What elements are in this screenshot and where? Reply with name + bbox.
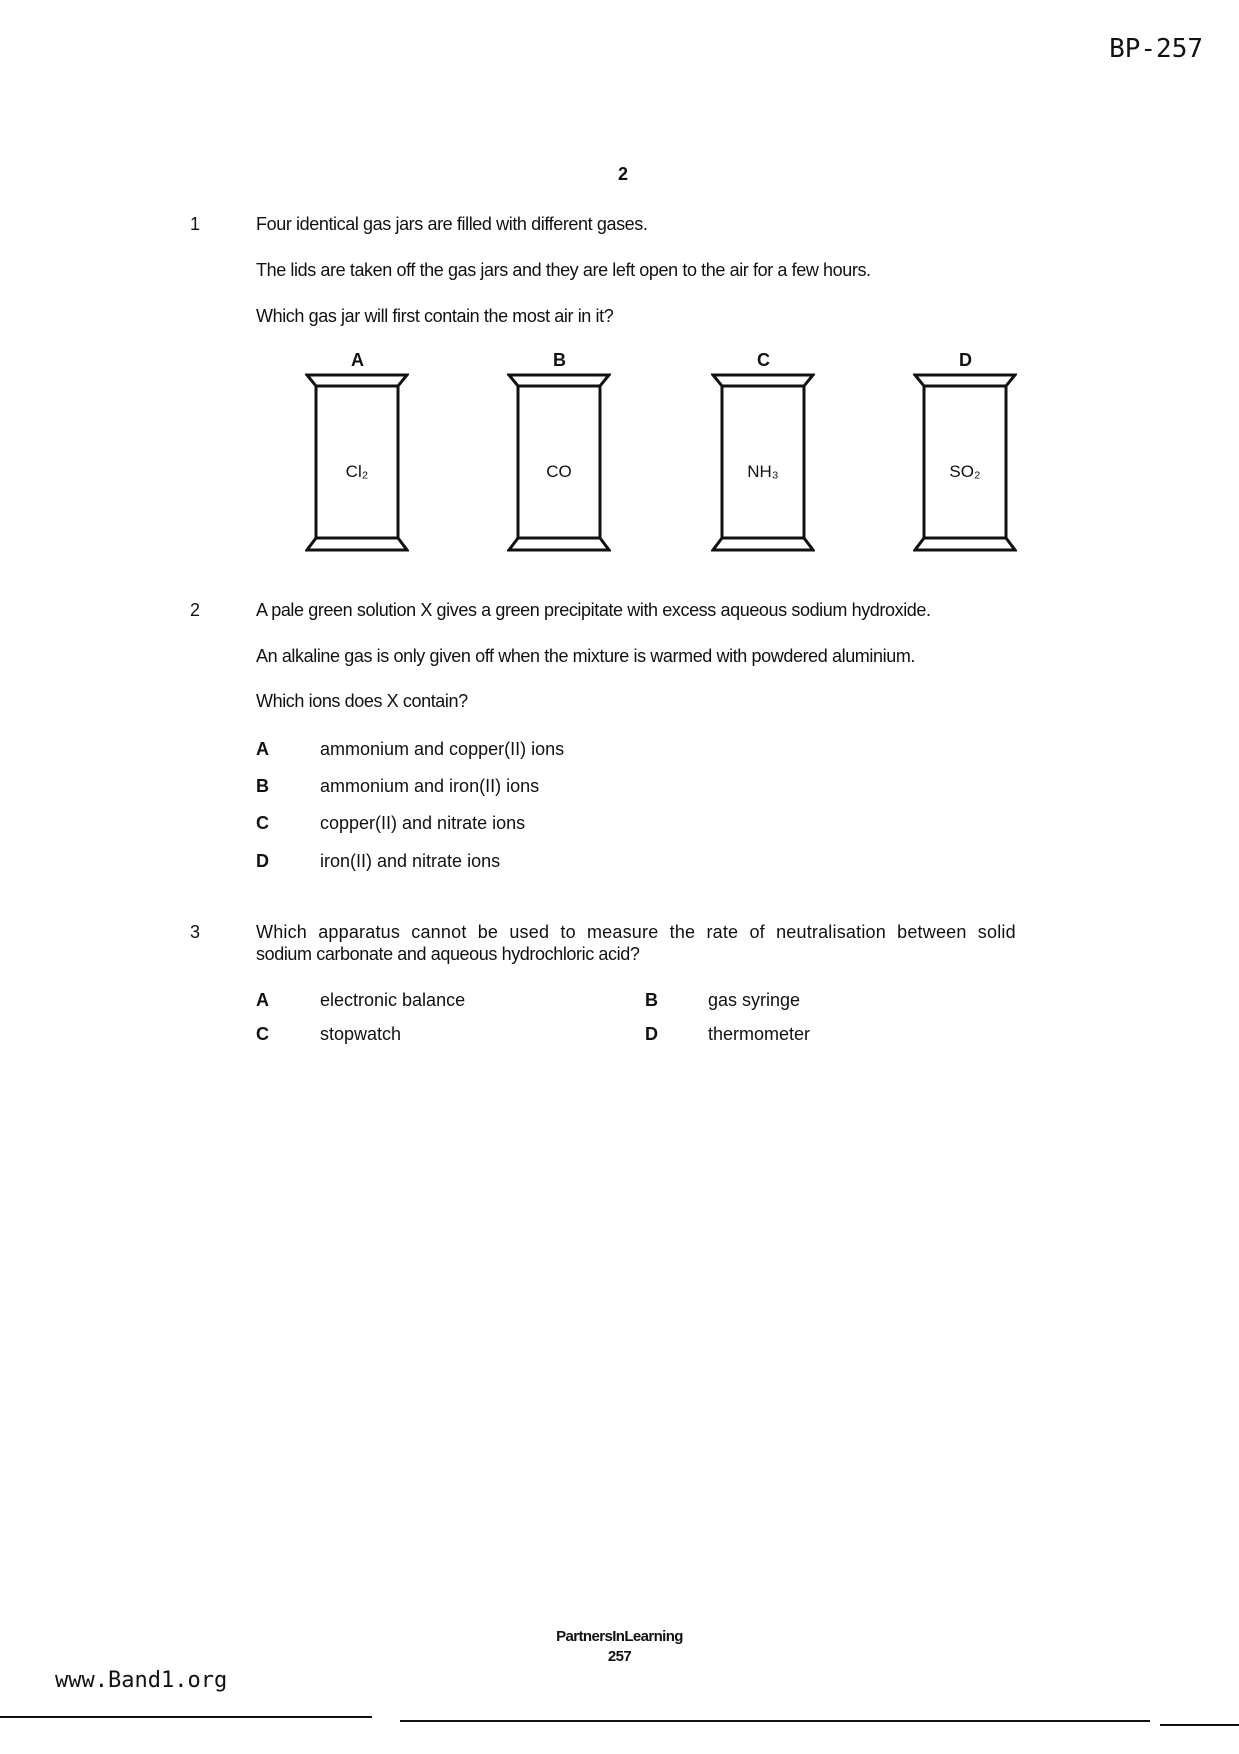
question-number: 2 [190, 600, 201, 620]
option-text: stopwatch [320, 1024, 402, 1044]
option-letter: C [256, 1024, 269, 1044]
gas-formula: SO₂ [949, 462, 981, 481]
option-text: electronic balance [320, 990, 466, 1010]
question-number: 1 [190, 214, 201, 234]
footer-publisher: PartnersInLearning [556, 1628, 683, 1645]
jar-label: A [351, 350, 364, 370]
option-letter: C [256, 813, 269, 833]
question-text: Four identical gas jars are filled with different gases. [256, 214, 648, 234]
option-text: ammonium and copper(II) ions [320, 739, 565, 759]
option-letter: D [256, 851, 269, 871]
scan-line [400, 1720, 1150, 1722]
option-letter: A [256, 990, 269, 1010]
option-letter: B [645, 990, 658, 1010]
option-letter: B [256, 776, 269, 796]
page-number: 2 [618, 164, 629, 184]
option-text: ammonium and iron(II) ions [320, 776, 540, 796]
jar-label: B [553, 350, 566, 370]
gas-formula: Cl₂ [345, 462, 369, 481]
scan-line [0, 1716, 372, 1718]
question-text: Which ions does X contain? [256, 691, 468, 711]
option-text: thermometer [708, 1024, 811, 1044]
gas-formula: CO [546, 462, 572, 481]
jar-label: D [959, 350, 972, 370]
question-text: Which gas jar will first contain the most air in it? [256, 306, 614, 326]
scan-line [1160, 1724, 1239, 1726]
question-text: sodium carbonate and aqueous hydrochloric acid? [256, 944, 640, 964]
option-text: copper(II) and nitrate ions [320, 813, 526, 833]
option-letter: A [256, 739, 269, 759]
question-text: Which apparatus cannot be used to measure the rate of neutralisation between solid [256, 922, 1016, 942]
footer-page-number: 257 [607, 1648, 632, 1665]
question-text: A pale green solution X gives a green precipitate with excess aqueous sodium hydroxide. [256, 600, 931, 620]
option-letter: D [645, 1024, 658, 1044]
question-number: 3 [190, 922, 201, 942]
gas-formula: NH₃ [747, 462, 779, 481]
question-text: The lids are taken off the gas jars and they are left open to the air for a few hours. [256, 260, 871, 280]
website-watermark: www.Band1.org [55, 1668, 228, 1693]
option-text: gas syringe [708, 990, 801, 1010]
option-text: iron(II) and nitrate ions [320, 851, 501, 871]
jar-label: C [757, 350, 770, 370]
document-code: BP-257 [1109, 34, 1203, 64]
question-text: An alkaline gas is only given off when the mixture is warmed with powdered aluminium. [256, 646, 916, 666]
